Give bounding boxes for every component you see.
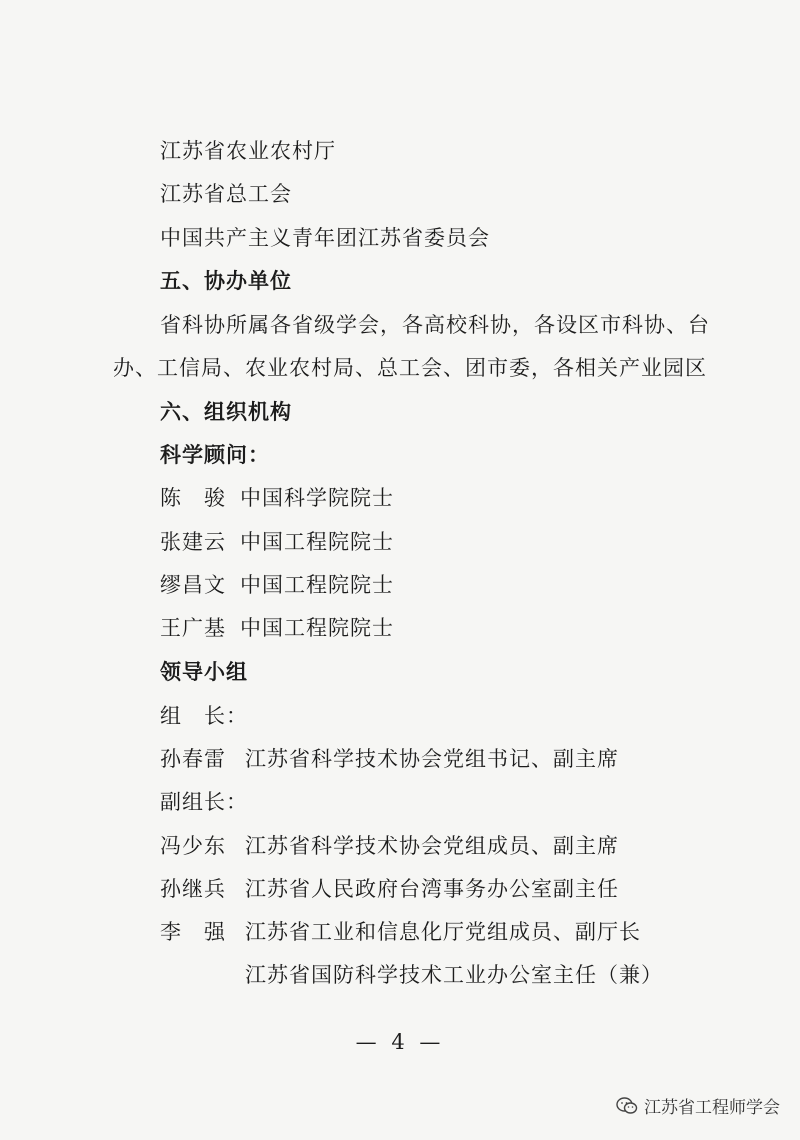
advisor-title: 中国工程院院士 xyxy=(240,573,394,597)
watermark-text: 江苏省工程师学会 xyxy=(644,1098,780,1118)
deputy-extra-title: 江苏省国防科学技术工业办公室主任（兼） xyxy=(245,963,663,987)
deputy-name: 孙继兵 xyxy=(160,877,226,901)
leader-label: 组 长： xyxy=(160,704,248,728)
section5-paragraph-line: 办、工信局、农业农村局、总工会、团市委，各相关产业园区 xyxy=(113,356,707,380)
section5-paragraph-line: 省科协所属各省级学会，各高校科协，各设区市科协、台 xyxy=(160,313,710,337)
advisor-name: 缪昌文 xyxy=(160,573,226,597)
watermark xyxy=(616,1093,780,1118)
advisor-name: 陈 骏 xyxy=(160,486,226,510)
organizer-line: 江苏省农业农村厅 xyxy=(160,139,336,163)
page-number: — 4 — xyxy=(355,1030,445,1054)
leaders-title: 领导小组 xyxy=(160,660,248,684)
organizer-line: 江苏省总工会 xyxy=(160,182,292,206)
deputy-name: 李 强 xyxy=(160,920,226,944)
wechat-icon xyxy=(616,1097,638,1115)
advisor-name: 王广基 xyxy=(160,616,226,640)
advisor-title: 中国工程院院士 xyxy=(240,616,394,640)
deputy-name: 冯少东 xyxy=(160,834,226,858)
advisor-title: 中国科学院院士 xyxy=(240,486,394,510)
deputy-title: 江苏省科学技术协会党组成员、副主席 xyxy=(245,834,619,858)
section-heading-5: 五、协办单位 xyxy=(160,269,292,293)
deputy-title: 江苏省人民政府台湾事务办公室副主任 xyxy=(245,877,619,901)
leader-name: 孙春雷 xyxy=(160,747,226,771)
organizer-line: 中国共产主义青年团江苏省委员会 xyxy=(160,226,490,250)
leader-title: 江苏省科学技术协会党组书记、副主席 xyxy=(245,747,619,771)
advisor-name: 张建云 xyxy=(160,530,226,554)
deputy-title: 江苏省工业和信息化厅党组成员、副厅长 xyxy=(245,920,641,944)
deputy-label: 副组长： xyxy=(160,790,248,814)
advisors-title: 科学顾问： xyxy=(160,443,270,467)
advisor-title: 中国工程院院士 xyxy=(240,530,394,554)
section-heading-6: 六、组织机构 xyxy=(160,400,292,424)
